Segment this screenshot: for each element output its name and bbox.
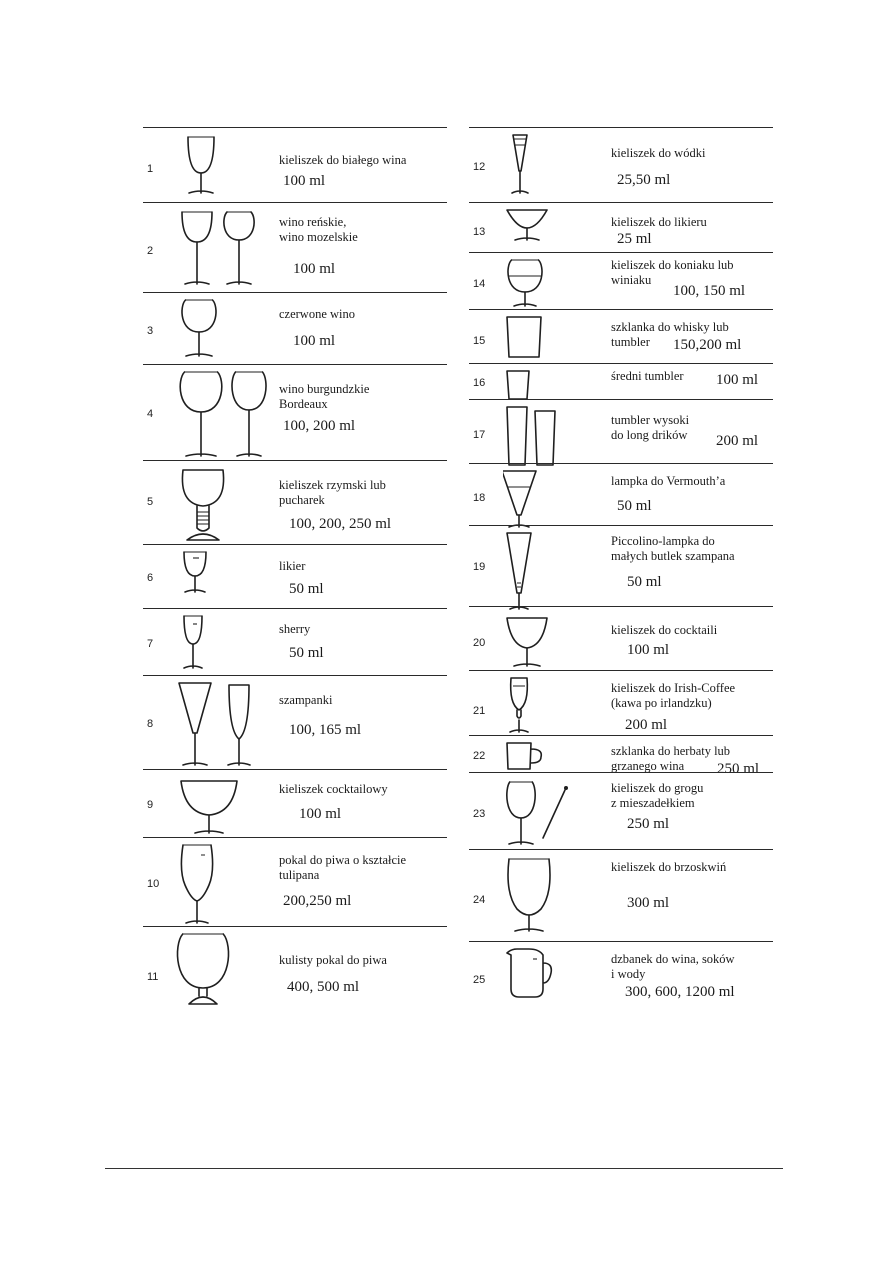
- liqueur-coupe-icon: [503, 206, 551, 249]
- glass-volume: 100 ml: [299, 806, 342, 822]
- item-number: 5: [147, 496, 154, 508]
- table-row: [143, 460, 447, 545]
- item-number: 8: [147, 718, 154, 730]
- glass-name: pokal do piwa o kształcie tulipana: [279, 853, 407, 882]
- red-wine-glass-icon: [175, 296, 233, 365]
- glass-volume: 300, 600, 1200 ml: [625, 984, 735, 1000]
- item-number: 16: [473, 377, 486, 389]
- table-row: [143, 675, 447, 770]
- table-row: [143, 608, 447, 676]
- glass-volume: 300 ml: [627, 895, 670, 911]
- glass-name: sherry: [279, 622, 311, 636]
- glass-name: kieliszek do likieru: [611, 215, 707, 229]
- item-number: 24: [473, 894, 486, 906]
- glass-name: lampka do Vermouth’a: [611, 474, 726, 488]
- glass-volume: 50 ml: [617, 498, 652, 514]
- glassware-table: [143, 127, 773, 1010]
- liqueur-glass-icon: [175, 548, 215, 601]
- grog-glass-stirrer-icon: [503, 776, 573, 853]
- piccolino-flute-icon: [503, 529, 537, 618]
- cocktail-glass-icon: [503, 610, 551, 675]
- tulip-beer-glass-icon: [175, 841, 219, 932]
- peach-glass-icon: [503, 853, 557, 940]
- item-number: 1: [147, 163, 154, 175]
- glass-volume: 50 ml: [289, 581, 324, 597]
- item-number: 17: [473, 429, 486, 441]
- cocktail-coupe-icon: [175, 773, 243, 842]
- item-number: 9: [147, 799, 154, 811]
- table-row: [143, 364, 447, 461]
- item-number: 6: [147, 572, 154, 584]
- glass-name: szklanka do whisky lub tumbler: [611, 320, 729, 349]
- item-number: 13: [473, 226, 486, 238]
- glass-volume: 25,50 ml: [617, 172, 671, 188]
- glass-volume: 150,200 ml: [673, 337, 742, 353]
- table-row: [469, 309, 773, 364]
- table-row: [469, 606, 773, 671]
- white-wine-glass-icon: [175, 131, 235, 202]
- sherry-glass-icon: [175, 612, 211, 677]
- champagne-flutes-icon: [175, 679, 259, 774]
- round-beer-goblet-icon: [175, 930, 233, 1015]
- table-row: [143, 202, 447, 293]
- glass-volume: 250 ml: [717, 761, 760, 777]
- glass-name: wino reńskie, wino mozelskie: [279, 215, 358, 244]
- table-row: [469, 525, 773, 607]
- burgundy-glasses-icon: [175, 368, 275, 465]
- glass-name: kulisty pokal do piwa: [279, 953, 387, 967]
- glass-volume: 100, 165 ml: [289, 722, 362, 738]
- table-row: [143, 292, 447, 365]
- item-number: 14: [473, 278, 486, 290]
- item-number: 11: [147, 971, 159, 983]
- glass-volume: 100, 200, 250 ml: [289, 516, 392, 532]
- glass-name: kieliszek do brzoskwiń: [611, 860, 727, 874]
- cognac-snifter-icon: [503, 256, 547, 313]
- glass-name: dzbanek do wina, soków i wody: [611, 952, 735, 981]
- glass-volume: 200,250 ml: [283, 893, 352, 909]
- item-number: 10: [147, 878, 160, 890]
- glass-name: średni tumbler: [611, 369, 684, 383]
- glass-name: kieliszek do Irish-Coffee (kawa po irlandzku): [611, 681, 736, 710]
- item-number: 21: [473, 705, 486, 717]
- glass-volume: 100, 150 ml: [673, 283, 746, 299]
- glass-volume: 100 ml: [293, 261, 336, 277]
- item-number: 22: [473, 750, 486, 762]
- pitcher-icon: [503, 945, 559, 1008]
- table-row: [469, 363, 773, 400]
- glass-volume: 100, 200 ml: [283, 418, 356, 434]
- irish-coffee-glass-icon: [503, 674, 537, 741]
- table-row: [469, 127, 773, 203]
- table-row: [143, 127, 447, 203]
- table-row: [143, 837, 447, 927]
- glass-name: tumbler wysoki do long drików: [611, 413, 690, 442]
- glass-name: kieliszek do grogu z mieszadełkiem: [611, 781, 704, 810]
- glass-name: kieliszek rzymski lub pucharek: [279, 478, 386, 507]
- item-number: 15: [473, 335, 486, 347]
- rhine-wine-glasses-icon: [175, 206, 269, 295]
- glass-volume: 50 ml: [289, 645, 324, 661]
- glass-name: czerwone wino: [279, 307, 356, 321]
- table-row: [469, 670, 773, 736]
- glass-volume: 100 ml: [627, 642, 670, 658]
- glass-volume: 100 ml: [293, 333, 336, 349]
- roemer-glass-icon: [175, 464, 233, 549]
- table-row: [469, 399, 773, 464]
- glass-name: Piccolino-lampka do małych butlek szampana: [611, 534, 735, 563]
- glass-volume: 25 ml: [617, 231, 652, 247]
- table-row: [469, 463, 773, 526]
- vodka-glass-icon: [503, 131, 539, 202]
- glass-name: likier: [279, 559, 306, 573]
- glass-name: wino burgundzkie Bordeaux: [279, 382, 370, 411]
- glass-volume: 400, 500 ml: [287, 979, 360, 995]
- item-number: 18: [473, 492, 486, 504]
- footer-rule: [105, 1168, 783, 1169]
- item-number: 3: [147, 325, 154, 337]
- table-row: [469, 202, 773, 253]
- item-number: 4: [147, 408, 154, 420]
- glass-volume: 100 ml: [716, 372, 759, 388]
- glass-volume: 200 ml: [625, 717, 668, 733]
- table-row: [469, 941, 773, 1011]
- table-row: [469, 252, 773, 310]
- glass-volume: 100 ml: [283, 173, 326, 189]
- table-row: [143, 544, 447, 609]
- glass-volume: 50 ml: [627, 574, 662, 590]
- whisky-tumbler-icon: [503, 313, 545, 366]
- glass-volume: 250 ml: [627, 816, 670, 832]
- table-row: [469, 735, 773, 777]
- item-number: 20: [473, 637, 486, 649]
- glass-name: szklanka do herbaty lub grzanego wina: [611, 744, 731, 773]
- glass-volume: 200 ml: [716, 433, 759, 449]
- glass-name: kieliszek do koniaku lub winiaku: [611, 258, 734, 287]
- table-row: [143, 926, 447, 1011]
- glass-name: kieliszek cocktailowy: [279, 782, 388, 796]
- glass-name: kieliszek do wódki: [611, 146, 706, 160]
- glass-name: kieliszek do białego wina: [279, 153, 407, 167]
- item-number: 2: [147, 245, 154, 257]
- item-number: 19: [473, 561, 486, 573]
- item-number: 25: [473, 974, 486, 986]
- table-row: [469, 849, 773, 942]
- item-number: 23: [473, 808, 486, 820]
- table-row: [143, 769, 447, 838]
- vermouth-glass-icon: [503, 467, 543, 534]
- glass-name: kieliszek do cocktaili: [611, 623, 718, 637]
- table-row: [469, 772, 773, 850]
- item-number: 12: [473, 161, 486, 173]
- glass-name: szampanki: [279, 693, 333, 707]
- item-number: 7: [147, 638, 154, 650]
